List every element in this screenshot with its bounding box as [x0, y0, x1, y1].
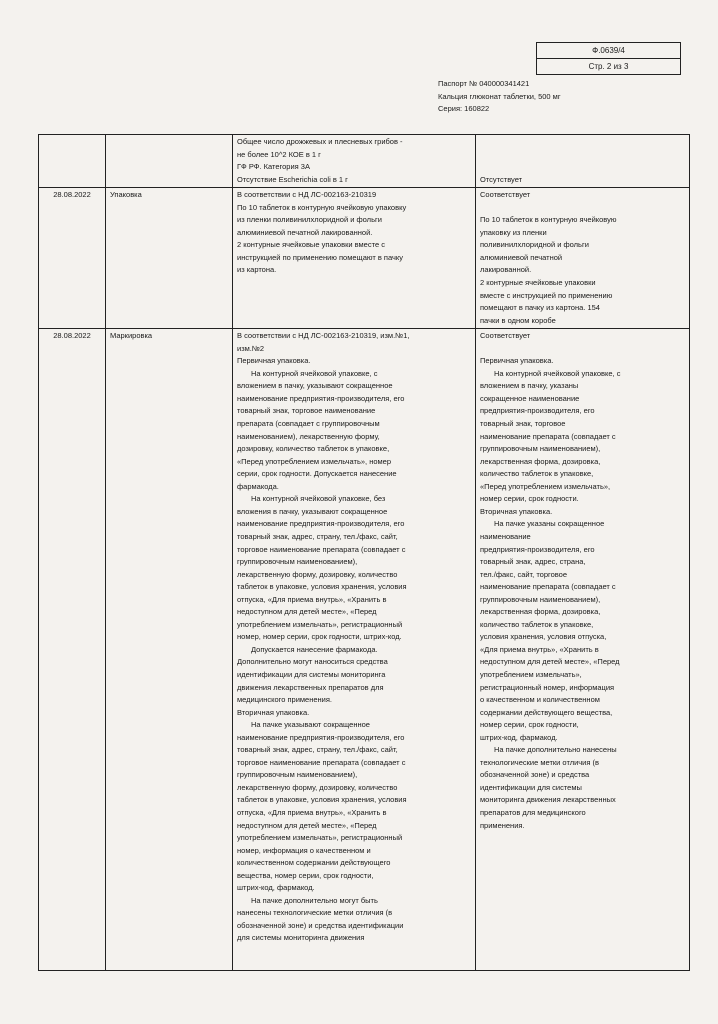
result-paragraph: Соответствует Первичная упаковка.: [480, 331, 554, 366]
test-name-cell: [106, 135, 233, 188]
table-row: [39, 329, 690, 971]
test-name-cell: Упаковка: [106, 188, 233, 329]
requirement-paragraph: Допускается нанесение фармакода. Дополнительно могут наноситься средства идентификации для системы мониторинга движения лекарственных препаратов для медицинского применения. Вторичная упаковка.: [237, 644, 388, 717]
test-results-table: [38, 134, 690, 971]
table-row: [39, 135, 690, 188]
date-cell: 28.08.2022: [39, 188, 106, 329]
requirement-paragraph: На пачке дополнительно могут быть нанесены технологические метки отличия (в обозначенной зоне) и средства идентификации для системы мониторинга движения: [237, 895, 404, 943]
form-code: Ф.0639/4: [537, 43, 680, 59]
requirement-paragraph: На контурной ячейковой упаковке, без вложения в пачку, указывают сокращенное наименование предприятия-производителя, его товарный знак, адрес, страну, тел./факс, сайт, торговое наименование препарата (совпадает с группировочным наименованием), лекарственную форму, дозировку, количество таблеток в упаковке, условия хранения, условия отпуска, «Для приема внутрь», «Хранить в недоступном для детей месте», «Перед употреблением измельчать», регистрационный номер, номер серии, срок годности, штрих-код.: [237, 494, 407, 642]
passport-number: Паспорт № 040000341421: [438, 79, 530, 88]
date-cell: [39, 135, 106, 188]
form-code-box: [536, 42, 681, 75]
requirement-paragraph: На пачке указывают сокращенное наименование предприятия-производителя, его товарный знак, адрес, страну, тел./факс, сайт, торговое наименование препарата (совпадает с группировочным наименованием), лекарственную форму, дозировку, количество таблеток в упаковке, условия хранения, условия отпуска, «Для приема внутрь», «Хранить в недоступном для детей месте», «Перед употреблением измельчать», регистрационный номер, информация о качественном и количественном содержании действующего вещества, номер серии, срок годности, штрих-код, фармакод.: [237, 720, 407, 893]
product-name: Кальция глюконат таблетки, 500 мг: [438, 91, 561, 101]
table-row: [39, 188, 690, 329]
series-number: Серия: 160822: [438, 104, 490, 113]
page-number: Стр. 2 из 3: [588, 62, 629, 71]
test-name-cell: Маркировка: [106, 329, 233, 971]
result-paragraph: На пачке дополнительно нанесены технологические метки отличия (в обозначенной зоне) и средства идентификации для системы мониторинга движения лекарственных препаратов для медицинского применения.: [480, 745, 617, 830]
result-cell: [476, 329, 690, 971]
requirement-cell: Общее число дрожжевых и плесневых грибов - не более 10^2 КОЕ в 1 г ГФ РФ. Категория 3А Отсутствие Escherichia coli в 1 г: [233, 135, 476, 188]
result-cell: Отсутствует: [476, 135, 690, 188]
requirement-paragraph: В соответствии с НД ЛС-002163-210319, изм.№1, изм.№2 Первичная упаковка.: [237, 331, 410, 366]
requirement-cell: В соответствии с НД ЛС-002163-210319 По 10 таблеток в контурную ячейковую упаковку из пленки поливинилхлоридной и фольги алюминиевой печатной лакированной. 2 контурные ячейковые упаковки вместе с инструкцией по применению помещают в пачку из картона.: [233, 188, 476, 329]
date-cell: 28.08.2022: [39, 329, 106, 971]
result-cell: Соответствует По 10 таблеток в контурную ячейковую упаковку из пленки поливинилхлоридной и фольги алюминиевой печатной лакированной. 2 контурные ячейковые упаковки вместе с инструкцией по применению помещают в пачку из картона. 154 пачки в одном коробе: [476, 188, 690, 329]
requirement-cell: [233, 329, 476, 971]
result-paragraph: На контурной ячейковой упаковке, с вложением в пачку, указаны сокращенное наименование предприятия-производителя, его товарный знак, торговое наименование препарата (совпадает с группировочным наименованием), лекарственная форма, дозировка, количество таблеток в упаковке, «Перед употреблением измельчать», номер серии, срок годности. Вторичная упаковка.: [480, 368, 621, 516]
requirement-paragraph: На контурной ячейковой упаковке, с вложением в пачку, указывают сокращенное наименование предприятия-производителя, его товарный знак, торговое наименование препарата (совпадает с группировочным наименованием), лекарственную форму, дозировку, количество таблеток в упаковке, «Перед употреблением измельчать», номер серии, срок годности. Допускается нанесение фармакода.: [237, 368, 405, 491]
passport-header: [438, 78, 561, 116]
result-paragraph: На пачке указаны сокращенное наименование предприятия-производителя, его товарный знак, адрес, страна, тел./факс, сайт, торговое наименование препарата (совпадает с группировочным наименованием), лекарственная форма, дозировка, количество таблеток в упаковке, условия хранения, условия отпуска, «Для приема внутрь», «Хранить в недоступном для детей месте», «Перед употреблением измельчать», регистрационный номер, информация о качественном и количественном содержании действующего вещества, номер серии, срок годности, штрих-код, фармакод.: [480, 519, 620, 742]
